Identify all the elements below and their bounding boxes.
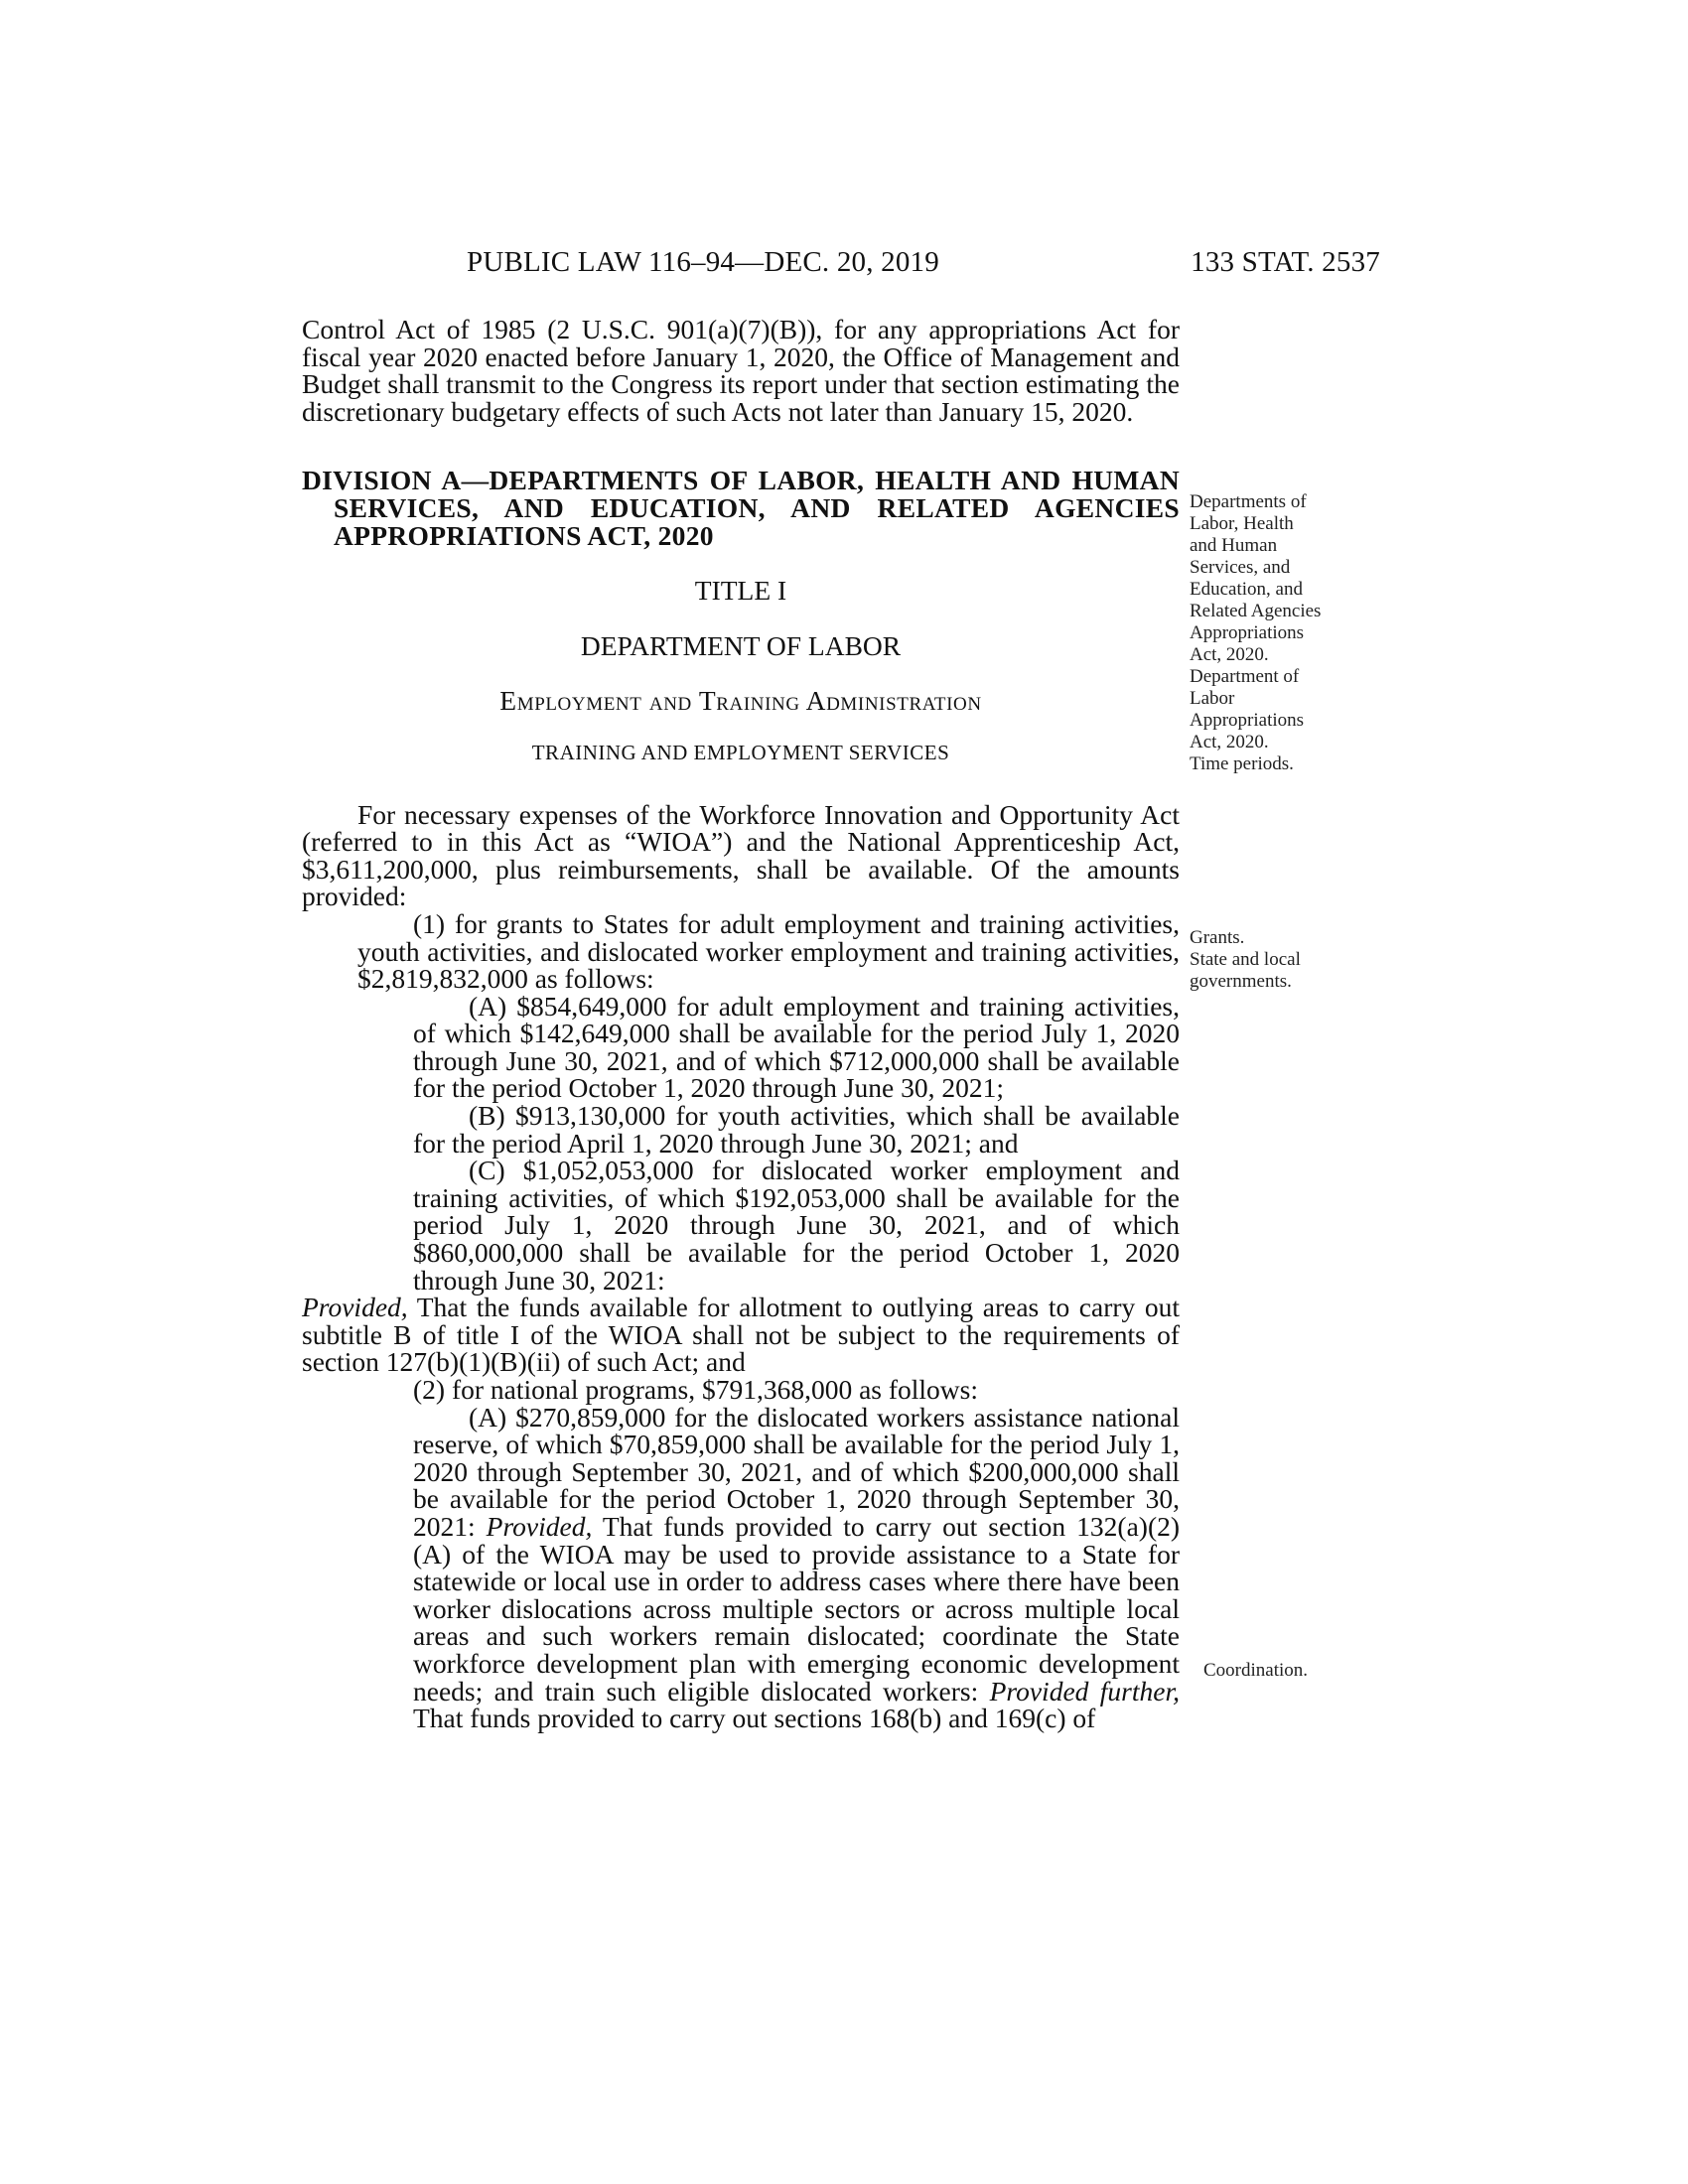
title-heading: TITLE I (694, 575, 787, 607)
provided-label: Provided, (302, 1292, 408, 1323)
item-2a-part-2: That funds provided to carry out section 132(a)(2)(A) of the WIOA may be used to provide assistance to a State for statewide or local use in order to address cases where there have been worker dislocations across multiple sectors or across multiple local areas and such workers remain dislocated; coordinate the State workforce development plan with emerging economic development needs; and train such eligible dislocated workers: (413, 1510, 1181, 1706)
item-2a-part-1: (A) $270,859,000 for the dislocated workers assistance national reserve, of which $70,859,000 shall be available for the period July 1, 2020 through September 30, 2021, and of which $200,000,000 shall be available for the period October 1, 2020 through September 30, 2021: (413, 1401, 1180, 1542)
item-1b: (B) $913,130,000 for youth activities, which shall be available for the period April 1, 2020 through June 30, 2021; and (413, 1100, 1180, 1159)
item-1: (1) for grants to States for adult employment and training activities, youth activities, and dislocated worker employment and training activities, $2,819,832,000 as follows: (357, 907, 1180, 995)
item-1a: (A) $854,649,000 for adult employment and training activities, of which $142,649,000 shall be available for the period July 1, 2020 through June 30, 2021, and of which $712,000,000 shall be available for the period October 1, 2020 through June 30, 2021; (413, 990, 1180, 1104)
services-heading: TRAINING AND EMPLOYMENT SERVICES (531, 740, 950, 764)
intro-paragraph: Control Act of 1985 (2 U.S.C. 901(a)(7)(B)), for any appropriations Act for fiscal year 2020 enacted before January 1, 2020, the Office of Management and Budget shall transmit to the Congress its report under that section estimating the discretionary budgetary effects of such Acts not later than January 15, 2020. (302, 314, 1180, 427)
item-2a (302, 1401, 1181, 1734)
sidenote-departments: Departments of Labor, Health and Human Services, and Education, and Related Agencies Appropriations Act, 2020. Department of Labor Appropriations Act, 2020. Time periods. (1190, 491, 1322, 774)
sidenote-grants: Grants. State and local governments. (1190, 927, 1301, 992)
proviso-text: That the funds available for allotment to outlying areas to carry out subtitle B of title I of the WIOA shall not be subject to the requirements of section 127(b)(1)(B)(ii) of such Act; and (302, 1292, 1180, 1378)
department-heading: DEPARTMENT OF LABOR (580, 629, 902, 661)
item-2a-part-3: That funds provided to carry out sections 168(b) and 169(c) of (413, 1703, 1096, 1734)
item-1c: (C) $1,052,053,000 for dislocated worker employment and training activities, of which $192,053,000 shall be available for the period July 1, 2020 through June 30, 2021, and of which $860,000,000 shall be available for the period October 1, 2020 through June 30, 2021: (413, 1155, 1180, 1296)
page-header (298, 246, 1380, 290)
provided-label-2: Provided, (486, 1510, 593, 1542)
page-number: 133 STAT. 2537 (1191, 246, 1380, 278)
item-2: (2) for national programs, $791,368,000 as follows: (413, 1374, 979, 1405)
running-head: PUBLIC LAW 116–94—DEC. 20, 2019 (467, 246, 939, 278)
division-heading: DIVISION A—DEPARTMENTS OF LABOR, HEALTH AND HUMAN SERVICES, AND EDUCATION, AND RELATED AGENCIES APPROPRIATIONS ACT, 2020 (302, 465, 1180, 551)
provided-further-label: Provided further, (989, 1675, 1181, 1706)
main-paragraph: For necessary expenses of the Workforce Innovation and Opportunity Act (referred to in this Act as “WIOA”) and the National Apprenticeship Act, $3,611,200,000, plus reimbursements, shall be available. Of the amounts provided: (302, 798, 1180, 912)
administration-heading: Employment and Training Administration (499, 685, 982, 717)
sidenote-coordination: Coordination. (1203, 1660, 1309, 1681)
proviso-paragraph (302, 1294, 1180, 1376)
main-text-column (302, 316, 1180, 1732)
